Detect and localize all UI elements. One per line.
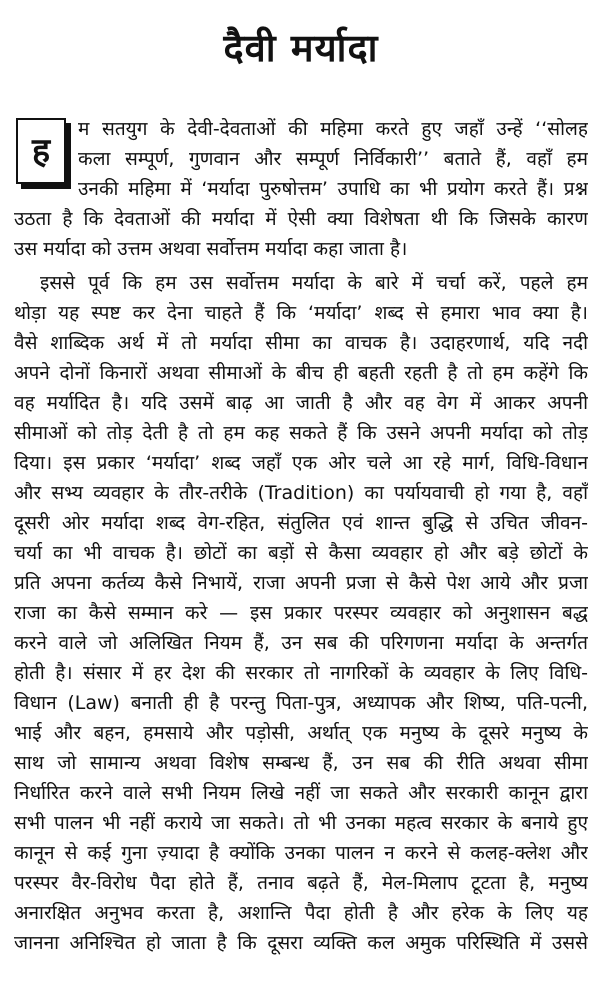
text-line: चर्या का भी वाचक है। छोटों का बड़ों से कैसा व्यवहार हो और बड़े छोटों के xyxy=(14,542,588,564)
text-line: सीमाओं को तोड़ देती है तो हम कह सकते हैं कि उसने अपनी मर्यादा को तोड़ xyxy=(14,422,588,444)
text-line: उठता है कि देवताओं की मर्यादा में ऐसी क्या विशेषता थी कि जिसके कारण xyxy=(14,208,588,230)
page-title: दैवी मर्यादा xyxy=(223,26,379,70)
text-line: दिया। इस प्रकार ‘मर्यादा’ शब्द जहाँ एक ओर चले आ रहे मार्ग, विधि-विधान xyxy=(14,452,588,474)
dropcap-letter: ह xyxy=(31,131,51,171)
dropcap-frame xyxy=(16,118,66,184)
text-line: करने वाले जो अलिखित नियम हैं, उन सब की परिगणना मर्यादा के अन्तर्गत xyxy=(14,632,588,654)
text-line: परस्पर वैर-विरोध पैदा होते हैं, तनाव बढ़ते हैं, मेल-मिलाप टूटता है, मनुष्य xyxy=(14,872,588,894)
text-line: थोड़ा यह स्पष्ट कर देना चाहते हैं कि ‘मर्यादा’ शब्द से हमारा भाव क्या है। xyxy=(14,302,588,324)
text-line: होती है। संसार में हर देश की सरकार तो नागरिकों के व्यवहार के लिए विधि- xyxy=(14,662,588,684)
text-line: और सभ्य व्यवहार के तौर-तरीके (Tradition) का पर्यायवाची हो गया है, वहाँ xyxy=(14,482,588,504)
text-line: साथ जो सामान्य अथवा विशेष सम्बन्ध हैं, उन सब की रीति अथवा सीमा xyxy=(14,752,588,774)
document-page xyxy=(14,0,588,984)
text-line: वह मर्यादित है। यदि उसमें बाढ़ आ जाती है और वह वेग में आकर अपनी xyxy=(14,392,588,414)
text-line: भाई और बहन, हमसाये और पड़ोसी, अर्थात् एक मनुष्य के दूसरे मनुष्य के xyxy=(14,722,588,744)
text-line: कला सम्पूर्ण, गुणवान और सम्पूर्ण निर्विकारी’’ बताते हैं, वहाँ हम xyxy=(78,148,588,170)
text-line: म सतयुग के देवी-देवताओं की महिमा करते हुए जहाँ उन्हें ‘‘सोलह xyxy=(78,118,588,140)
text-line: विधान (Law) बनाती ही है परन्तु पिता-पुत्र, अध्यापक और शिष्य, पति-पत्नी, xyxy=(14,692,588,714)
text-line: अपने दोनों किनारों अथवा सीमाओं के बीच ही बहती रहती है तो हम कहेंगे कि xyxy=(14,362,588,384)
text-line: दूसरी ओर मर्यादा शब्द वेग-रहित, संतुलित एवं शान्त बुद्धि से उचित जीवन- xyxy=(14,512,588,534)
text-line: वैसे शाब्दिक अर्थ में तो मर्यादा सीमा का वाचक है। उदाहरणार्थ, यदि नदी xyxy=(14,332,588,354)
text-line: उस मर्यादा को उत्तम अथवा सर्वोत्तम मर्यादा कहा जाता है। xyxy=(14,238,408,260)
text-line: राजा का कैसे सम्मान करे — इस प्रकार परस्पर व्यवहार को अनुशासन बद्ध xyxy=(14,602,588,624)
text-line: उनकी महिमा में ‘मर्यादा पुरुषोत्तम’ उपाधि का भी प्रयोग करते हैं। प्रश्न xyxy=(78,178,588,200)
text-line: कानून से कई गुना ज़्यादा है क्योंकि उनका पालन न करने से कलह-क्लेश और xyxy=(14,842,588,864)
text-line: इससे पूर्व कि हम उस सर्वोत्तम मर्यादा के बारे में चर्चा करें, पहले हम xyxy=(40,272,588,294)
text-line: जानना अनिश्चित हो जाता है कि दूसरा व्यक्ति कल अमुक परिस्थिति में उससे xyxy=(14,932,588,954)
text-line: अनारक्षित अनुभव करता है, अशान्ति पैदा होती है और हरेक के लिए यह xyxy=(14,902,588,924)
text-line: सभी पालन भी नहीं कराये जा सकते। तो भी उनका महत्व सरकार के बनाये हुए xyxy=(14,812,588,834)
text-line: प्रति अपना कर्तव्य कैसे निभायें, राजा अपनी प्रजा से कैसे पेश आये और प्रजा xyxy=(14,572,588,594)
text-line: निर्धारित करने वाले सभी नियम लिखे नहीं जा सकते और सरकारी कानून द्वारा xyxy=(14,782,588,804)
